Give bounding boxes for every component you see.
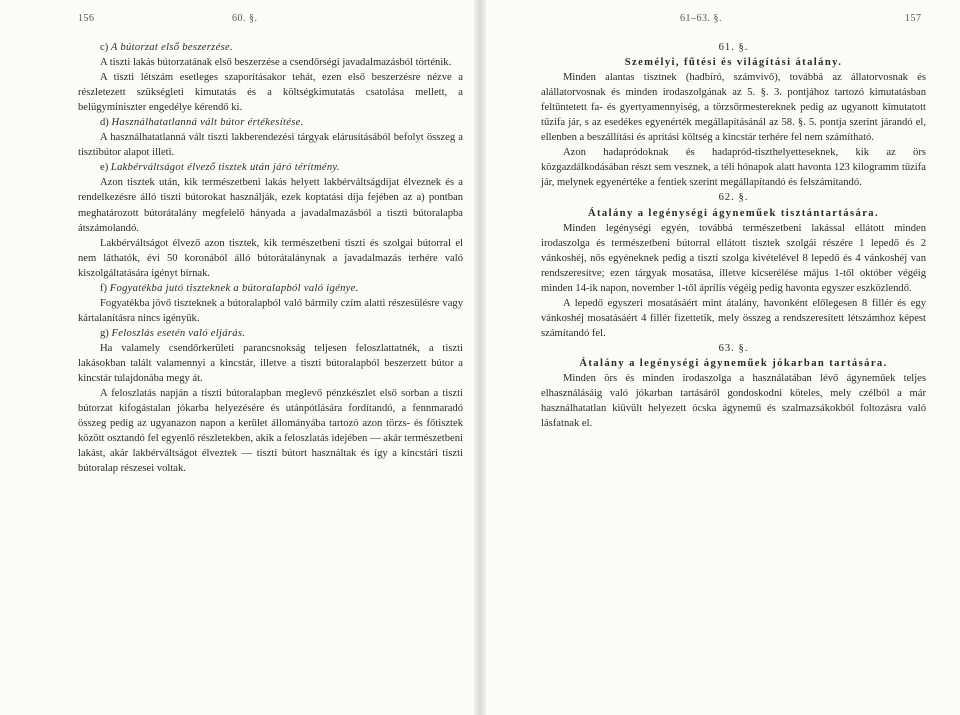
- left-section-mark: 60. §.: [232, 13, 258, 24]
- section-number: 61. §.: [718, 42, 749, 53]
- section-number: 62. §.: [718, 192, 749, 204]
- section-title: Átalány a legénységi ágyneműek tisztántartására.: [587, 207, 880, 219]
- subsection-heading: [78, 326, 463, 341]
- subsection-letter: c): [100, 42, 111, 53]
- subsection-title: A bútorzat első beszerzése.: [110, 42, 233, 53]
- right-text-column: [541, 40, 926, 431]
- body-paragraph: A tiszti létszám esetleges szaporításakor tehát, ezen első beszerzésre nézve a részletezett szükségleti kimutatás és a költségkimutatás csatolása mellett, a belügyminiszter engedélye kérendő ki.: [78, 72, 463, 114]
- book-gutter: [474, 0, 486, 715]
- body-paragraph: Lakbérváltságot élvező azon tisztek, kik természetbeni tiszti és szolgai bútorral el nem láthatók, évi 50 koronából álló bútorátalánynak a javadalmazás terhére való kiszolgáltatására igényt bírnak.: [78, 237, 463, 279]
- section-title: Átalány a legénységi ágyneműek jókarban tartására.: [579, 357, 888, 369]
- body-paragraph: Azon tisztek után, kik természetbeni lakás helyett lakbérváltságdíjat élveznek és a rendelkezésre álló tiszti bútorokat használják, ezek koptatási díja fejében az a) pontban meghatározott bútorátalány megfelelő hányada a javadalmazásból a tiszti bútoralapba átszámolandó.: [78, 177, 463, 234]
- section-title: Személyi, fűtési és világítási átalány.: [624, 57, 843, 69]
- body-paragraph: A feloszlatás napján a tiszti bútoralapban meglevő pénzkészlet első sorban a tiszti bútorzat kifogástalan jókarba helyezésére és utánpótlására fordítandó, a fennmaradó összeg pedig az ugyanazon napon a kerület állományába tartozó azon törzs- és főtisztek között osztandó fel egyenlő részletekben, akik a feloszlatás idejében — akár természetbeni lakást, akár lakbérváltságot élveztek — tiszti bútort használtak és így a kincstári tiszti bútoralap részesei voltak.: [78, 388, 463, 475]
- body-paragraph: Fogyatékba jövő tiszteknek a bútoralapból való bármily czím alatti részesülésre vagy kártalanításra nincs igényük.: [78, 297, 463, 324]
- subsection-letter: f): [100, 282, 110, 294]
- subsection-title: Feloszlás esetén való eljárás.: [111, 327, 246, 339]
- body-paragraph: A lepedő egyszeri mosatásáért mint átalány, havonként előlegesen 8 fillér és egy vánkoshéj mosatásáért 4 fillér fizettetik, mely összeg a rendszeresített létszámhoz képest számítandó fel.: [541, 297, 926, 339]
- body-paragraph: Azon hadapródoknak és hadapród-tiszthelyetteseknek, kik az örs közgazdálkodásában részt sem vesznek, a téli hónapok alatt havonta 123 kilogramm tűzifa jár, melynek egyenértéke a fentiek szerint megállapítandó és felszámítandó.: [541, 147, 926, 189]
- subsection-title: Használhatatlanná vált bútor értékesítése.: [111, 117, 304, 129]
- subsection-letter: d): [100, 117, 112, 129]
- left-page: [0, 0, 476, 715]
- subsection-heading: [78, 281, 463, 296]
- subsection-letter: g): [100, 327, 112, 339]
- subsection-heading: [78, 40, 463, 55]
- subsection-heading: [78, 160, 463, 175]
- section-number: 63. §.: [718, 342, 749, 354]
- body-paragraph: A használhatatlanná vált tiszti lakberendezési tárgyak elárusításából befolyt összeg a tisztibútor alapot illeti.: [78, 132, 463, 159]
- body-paragraph: Minden örs és minden irodaszolga a használatában lévő ágyneműek teljes elhasználásáig való jókarban tartásáról gondoskodni köteles, mely czélból a már használhatatlan kiüvült helyezett ócska ágynemű és szalmazsákokból foltozásra való lásfatnak el.: [541, 373, 926, 430]
- subsection-heading: [78, 115, 463, 130]
- left-text-column: [78, 40, 463, 476]
- body-paragraph: Ha valamely csendőrkerületi parancsnokság teljesen feloszlattatnék, a tiszti lakásokban talált valamennyi a kincstár, illetve a tiszti bútoralapból beszerzett bútor a kincstár tulajdonába megy át.: [78, 342, 463, 385]
- subsection-title: Lakbérváltságot élvező tisztek után járó térítmény.: [110, 162, 340, 174]
- right-page-number: 157: [905, 13, 922, 24]
- subsection-title: Fogyatékba jutó tiszteknek a bútoralapból való igénye.: [109, 282, 359, 294]
- right-section-mark: 61–63. §.: [680, 13, 722, 24]
- body-paragraph: A tiszti lakás bútorzatának első beszerzése a csendőrségi javadalmazásból történik.: [100, 57, 452, 69]
- left-page-number: 156: [78, 13, 95, 24]
- subsection-letter: e): [100, 162, 111, 174]
- body-paragraph: Minden alantas tisztnek (hadbíró, számvivő), továbbá az állatorvosnak és alállatorvosnak és minden irodaszolgának az 5. §. 3. pontjához tartozó kimutatásban feltüntetett fa- és gyertyamennyiség, a törzsőrmestereknek pedig az ugyanott kimutatott tűzifa jár, s az esedékes egyenérték megállapításánál az 58. §. 5. pontja szerint járandó el, ellenben a beszállítási és aprítási költség a kincstár terhére fel nem számítható.: [541, 72, 926, 144]
- body-paragraph: Minden legénységi egyén, továbbá természetbeni lakással ellátott minden irodaszolga és természetbeni bútorral ellátott tisztek szolgái részére 1 lepedő és 2 vánkoshéj, nős egyéneknek pedig a tiszti szolga kivételével 8 lepedő és 4 vánkoshéj van rendszeresítve; ezen tárgyak mosatása, illetve kicserélése május 1-től október végéig minden 14-ik napon, november 1-től április végéig pedig havonta egyszer eszközlendő.: [541, 222, 926, 294]
